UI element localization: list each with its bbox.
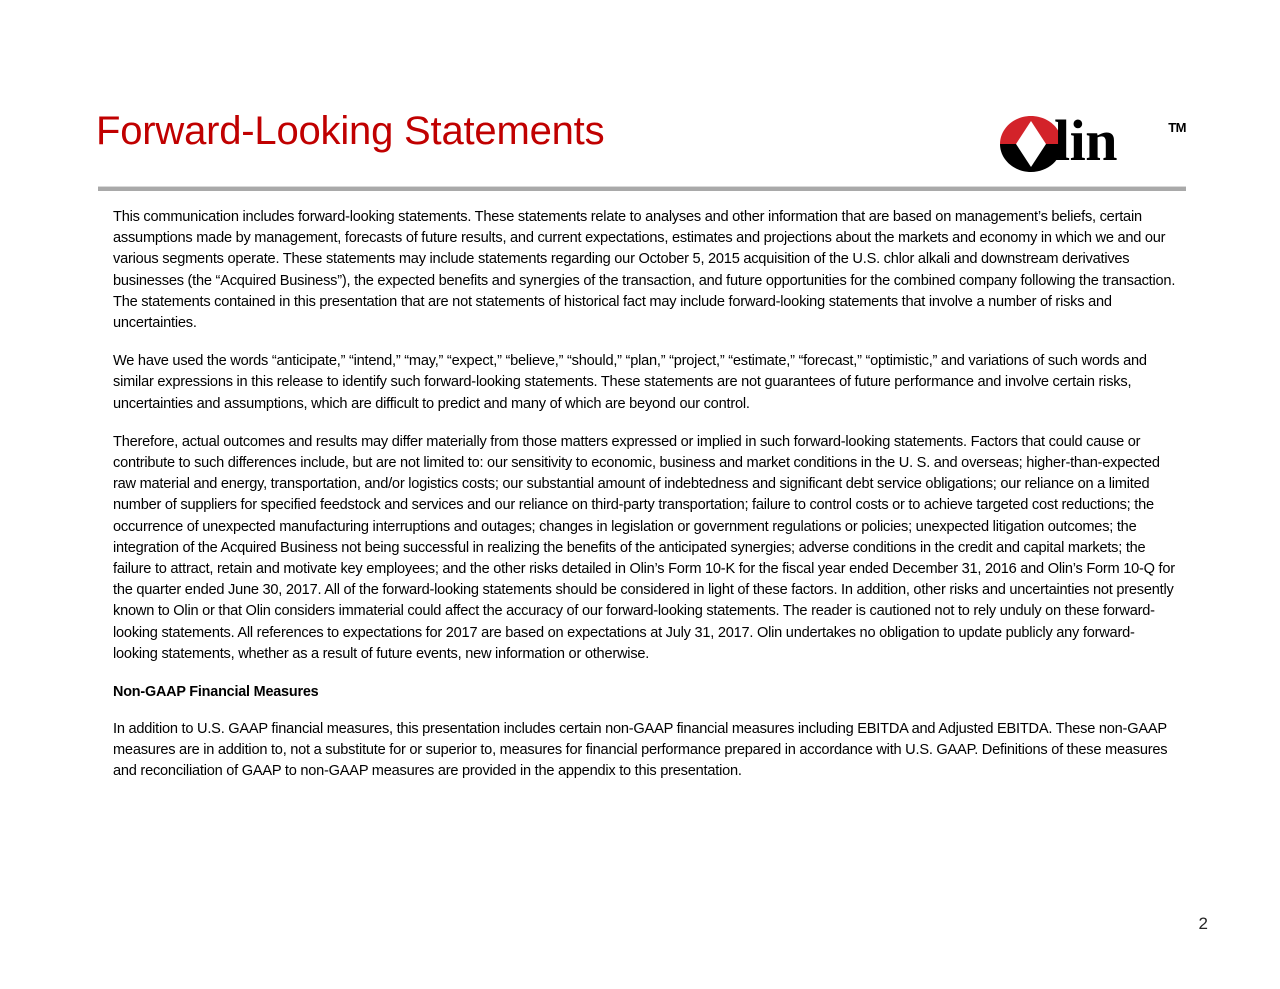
title-divider-rule bbox=[98, 186, 1186, 191]
forward-looking-paragraph-3: Therefore, actual outcomes and results may differ materially from those matters expressed or implied in such forward-looking statements. Factors that could cause or contribute to such differences include, but are not limited to: our sensitivity to economic, business and market conditions in the U. S. and overseas; higher-than-expected raw material and energy, transportation, and/or logistics costs; our substantial amount of indebtedness and significant debt service obligations; our reliance on a limited number of suppliers for specified feedstock and services and our reliance on third-party transportation; failure to control costs or to achieve targeted cost reductions; the occurrence of unexpected manufacturing interruptions and outages; changes in legislation or government regulations or policies; unexpected litigation outcomes; the integration of the Acquired Business not being successful in realizing the benefits of the anticipated synergies; adverse conditions in the credit and capital markets; the failure to attract, retain and motivate key employees; and the other risks detailed in Olin’s Form 10-K for the fiscal year ended December 31, 2016 and Olin’s Form 10-Q for the quarter ended June 30, 2017. All of the forward-looking statements should be considered in light of these factors. In addition, other risks and uncertainties not presently known to Olin or that Olin considers immaterial could affect the accuracy of our forward-looking statements. The reader is cautioned not to rely unduly on these forward-looking statements. All references to expectations for 2017 are based on expectations at July 31, 2017. Olin undertakes no obligation to update publicly any forward-looking statements, whether as a result of future events, new information or otherwise. bbox=[113, 433, 1175, 662]
forward-looking-paragraph-1: This communication includes forward-looking statements. These statements relate to analyses and other information that are based on management’s beliefs, certain assumptions made by management, forecasts of future results, and current expectations, estimates and projections about the markets and economy in which we and our various segments operate. These statements may include statements regarding our October 5, 2015 acquisition of the U.S. chlor alkali and downstream derivatives businesses (the “Acquired Business”), the expected benefits and synergies of the transaction, and future opportunities for the combined company following the transaction. The statements contained in this presentation that are not statements of historical fact may include forward-looking statements that involve a number of risks and uncertainties. bbox=[113, 209, 1176, 332]
forward-looking-paragraph-2: We have used the words “anticipate,” “intend,” “may,” “expect,” “believe,” “should,” “plan,” “project,” “estimate,” “forecast,” “optimistic,” and variations of such words and similar expressions in this release to identify such forward-looking statements. These statements are not guarantees of future performance and involve certain risks, uncertainties and assumptions, which are difficult to predict and many of which are beyond our control. bbox=[113, 353, 1147, 412]
olin-wordmark: lin bbox=[1054, 108, 1117, 173]
slide-body bbox=[113, 207, 1177, 783]
non-gaap-subheading: Non-GAAP Financial Measures bbox=[113, 684, 319, 701]
olin-logo bbox=[1000, 110, 1186, 174]
olin-emblem-icon bbox=[1000, 116, 1062, 172]
trademark-symbol: TM bbox=[1168, 120, 1186, 135]
slide-header bbox=[96, 104, 1186, 186]
page-number: 2 bbox=[1198, 914, 1208, 933]
page-title: Forward-Looking Statements bbox=[96, 109, 605, 153]
non-gaap-paragraph: In addition to U.S. GAAP financial measures, this presentation includes certain non-GAAP financial measures including EBITDA and Adjusted EBITDA. These non-GAAP measures are in addition to, not a substitute for or superior to, measures for financial performance prepared in accordance with U.S. GAAP. Definitions of these measures and reconciliation of GAAP to non-GAAP measures are provided in the appendix to this presentation. bbox=[113, 721, 1168, 780]
